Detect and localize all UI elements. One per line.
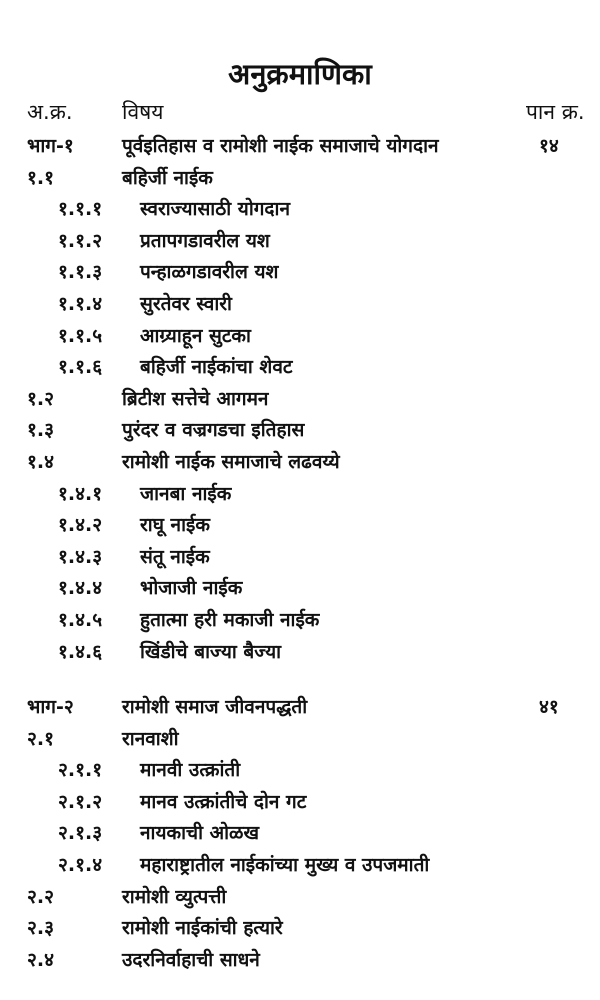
toc-entry [0, 195, 600, 227]
toc-entry-number: १.४.४ [58, 577, 103, 600]
toc-entry [0, 290, 600, 322]
toc-entry-title: जानबा नाईक [140, 482, 232, 505]
toc-entry [0, 883, 600, 915]
toc-entry-number: २.१.१ [58, 759, 103, 782]
toc-entry-title: रामोशी समाज जीवनपद्धती [122, 696, 308, 719]
toc-entry [0, 946, 600, 978]
toc-entry-page: ४१ [539, 696, 559, 719]
toc-entry-number: २.१.४ [58, 854, 103, 877]
toc-entry-number: १.४.५ [58, 608, 103, 631]
toc-entry [0, 480, 600, 512]
toc-entry [0, 914, 600, 946]
toc-entry-title: खिंडीचे बाज्या बैज्या [140, 640, 282, 663]
toc-entry-number: १.१ [27, 166, 54, 189]
toc-entry-title: सुरतेवर स्वारी [140, 292, 232, 315]
toc-entry [0, 819, 600, 851]
toc-entry [0, 258, 600, 290]
toc-entry-number: २.१.३ [58, 822, 103, 845]
toc-entry-title: पुरंदर व वज्रगडचा इतिहास [122, 419, 305, 442]
toc-entry [0, 227, 600, 259]
toc-entry [0, 353, 600, 385]
toc-entry-number: १.४.३ [58, 545, 103, 568]
toc-entry [0, 725, 600, 757]
toc-entry [0, 322, 600, 354]
toc-entry-title: उदरनिर्वाहाची साधने [122, 948, 260, 971]
toc-entry [0, 756, 600, 788]
toc-entry-title: ब्रिटीश सत्तेचे आगमन [122, 387, 269, 410]
toc-entry [0, 574, 600, 606]
toc-entry-number: २.३ [27, 917, 54, 940]
toc-entry-title: रामोशी व्युत्पत्ती [122, 885, 227, 908]
toc-entry-number: १.४.१ [58, 482, 103, 505]
toc-entry-title: महाराष्ट्रातील नाईकांच्या मुख्य व उपजमाती [140, 854, 430, 877]
toc-entry [0, 638, 600, 670]
toc-entry-number: १.१.२ [58, 229, 103, 252]
column-header-serial-number: अ.क्र. [27, 100, 73, 124]
toc-entry [0, 164, 600, 196]
toc-entry [0, 511, 600, 543]
table-of-contents [0, 132, 600, 977]
toc-entry-number: १.४.२ [58, 514, 103, 537]
toc-entry-number: २.४ [27, 948, 54, 971]
toc-entry-number: १.१.१ [58, 198, 103, 221]
page-title: अनुक्रमाणिका [228, 57, 372, 91]
toc-entry-title: हुतात्मा हरी मकाजी नाईक [140, 608, 320, 631]
toc-entry-number: १.४ [27, 450, 54, 473]
toc-entry-number: १.२ [27, 387, 54, 410]
toc-entry-title: बहिर्जी नाईक [122, 166, 213, 189]
toc-entry-title: बहिर्जी नाईकांचा शेवट [140, 356, 293, 379]
toc-entry-number: २.१.२ [58, 790, 103, 813]
toc-entry-title: रानवाशी [122, 727, 179, 750]
toc-entry-title: पूर्वइतिहास व रामोशी नाईक समाजाचे योगदान [122, 135, 439, 157]
toc-entry [0, 788, 600, 820]
toc-entry-title: संतू नाईक [140, 545, 210, 568]
toc-entry-title: रामोशी नाईकांची हत्यारे [122, 917, 283, 940]
toc-entry-number: भाग-२ [27, 696, 74, 719]
toc-entry-title: नायकाची ओळख [140, 822, 260, 845]
toc-entry-title: पन्हाळगडावरील यश [140, 261, 279, 284]
toc-entry-title: रामोशी नाईक समाजाचे लढवय्ये [122, 450, 340, 473]
toc-entry-title: राघू नाईक [140, 514, 210, 537]
toc-entry [0, 132, 600, 164]
toc-entry-title: भोजाजी नाईक [140, 577, 243, 600]
toc-entry [0, 416, 600, 448]
toc-entry [0, 851, 600, 883]
toc-entry [0, 448, 600, 480]
toc-entry-title: मानवी उत्क्रांती [140, 759, 241, 782]
toc-entry-number: भाग-१ [27, 135, 74, 157]
toc-entry-title: स्वराज्यासाठी योगदान [140, 198, 290, 221]
toc-entry [0, 693, 600, 725]
column-header-subject: विषय [122, 100, 164, 124]
toc-entry-number: १.१.३ [58, 261, 103, 284]
toc-entry [0, 606, 600, 638]
toc-entry-number: १.१.६ [58, 356, 103, 379]
toc-entry-number: २.२ [27, 885, 54, 908]
toc-entry [0, 543, 600, 575]
toc-entry-number: १.३ [27, 419, 54, 442]
toc-entry-title: आग्र्याहून सुटका [140, 324, 251, 347]
toc-entry-number: १.१.५ [58, 324, 103, 347]
toc-entry-page: १४ [539, 135, 559, 157]
toc-entry-number: १.१.४ [58, 292, 103, 315]
column-header-page-number: पान क्र. [526, 100, 585, 124]
toc-entry-title: प्रतापगडावरील यश [140, 229, 270, 252]
toc-entry-number: २.१ [27, 727, 54, 750]
toc-entry [0, 385, 600, 417]
toc-entry-number: १.४.६ [58, 640, 103, 663]
toc-entry-title: मानव उत्क्रांतीचे दोन गट [140, 790, 307, 813]
